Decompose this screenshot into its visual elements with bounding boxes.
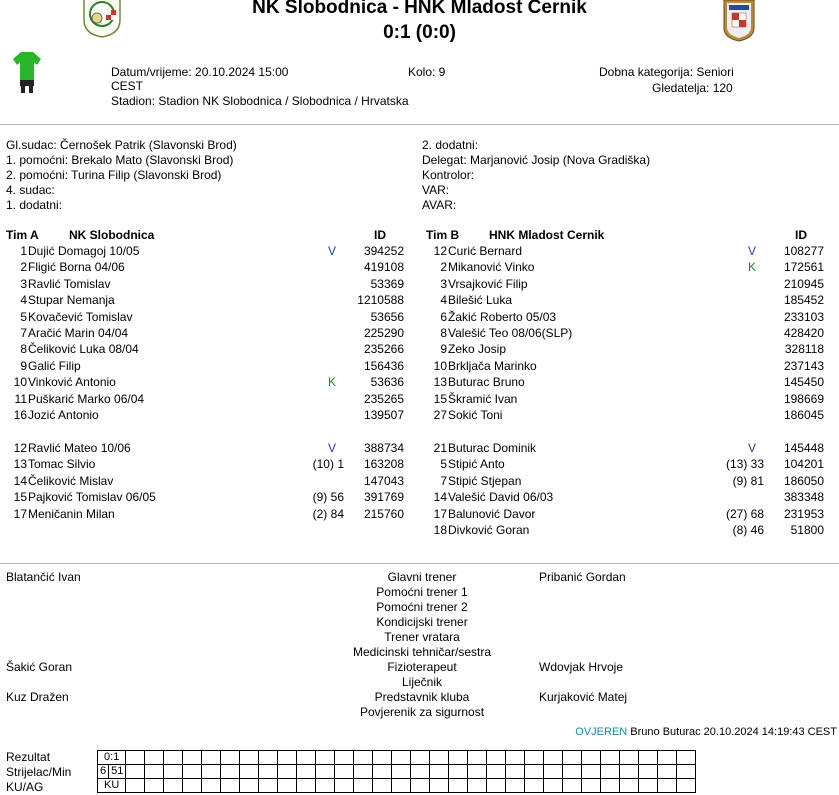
player-id: 428420 (783, 326, 824, 340)
summary-cell (411, 751, 430, 765)
player-name: Buturac Dominik (448, 441, 537, 455)
summary-cell (677, 779, 696, 793)
summary-cell (183, 765, 202, 779)
summary-cell (658, 751, 677, 765)
player-name: Kovačević Tomislav (28, 309, 133, 324)
summary-cell (487, 751, 506, 765)
player-id: 231953 (783, 506, 824, 521)
player-number: 17 (13, 506, 27, 521)
player-id: 53369 (370, 276, 404, 291)
summary-cell (544, 779, 563, 793)
player-id: 53636 (370, 375, 404, 390)
summary-cell (468, 751, 487, 765)
staff-role-label: Trener vratara (384, 630, 460, 644)
player-id: 210945 (783, 276, 824, 291)
staff-role-label: Fizioterapeut (387, 660, 457, 674)
player-name: Mikanović Vinko (448, 260, 535, 275)
player-id: 163208 (363, 457, 404, 472)
player-id: 388734 (363, 441, 404, 455)
match-timezone: CEST (111, 79, 144, 93)
summary-cell (563, 765, 582, 779)
summary-cell (183, 779, 202, 793)
summary-cell (506, 779, 525, 793)
player-number: 1 (20, 244, 27, 258)
player-name: Zeko Josip (448, 342, 507, 357)
player-id: 233103 (783, 309, 824, 324)
summary-cell (582, 751, 601, 765)
player-number: 8 (20, 342, 27, 357)
team-b-label: Tim B (426, 228, 460, 242)
player-id: 172561 (783, 260, 824, 275)
summary-cell (126, 765, 145, 779)
jersey-icon (12, 50, 42, 94)
player-id: 1210588 (357, 293, 404, 308)
player-id: 419108 (363, 260, 404, 275)
summary-cell (145, 751, 164, 765)
summary-cell (259, 751, 278, 765)
player-name: Meničanin Milan (28, 506, 115, 521)
official-entry: 2. pomoćni: Turina Filip (Slavonski Brod) (6, 168, 222, 182)
player-id: 394252 (363, 244, 404, 258)
player-id: 237143 (783, 358, 824, 373)
player-number: 3 (440, 276, 447, 291)
goalkeeper-mark: V (328, 441, 337, 455)
player-id: 104201 (783, 457, 824, 472)
player-name: Balunović Davor (448, 506, 536, 521)
player-name: Stipić Anto (448, 457, 505, 472)
summary-cell (145, 779, 164, 793)
summary-cell (449, 779, 468, 793)
player-name: Stupar Nemanja (28, 293, 115, 308)
summary-cell (620, 765, 639, 779)
summary-cell (582, 765, 601, 779)
summary-cell: 51 (109, 765, 126, 779)
summary-cell (639, 765, 658, 779)
staff-role-label: Medicinski tehničar/sestra (352, 645, 492, 659)
summary-cell (620, 751, 639, 765)
summary-cell (487, 779, 506, 793)
player-name: Jozić Antonio (28, 408, 99, 422)
match-score: 0:1 (0:0) (383, 22, 456, 43)
summary-label-scorer: Strijelac/Min (6, 765, 72, 779)
summary-cell (449, 765, 468, 779)
player-number: 27 (433, 408, 447, 422)
staff-role-label: Glavni trener (387, 570, 457, 584)
match-title: NK Slobodnica - HNK Mladost Cernik (252, 0, 587, 18)
summary-cell (601, 765, 620, 779)
team-b-club-rep: Kurjaković Matej (539, 690, 628, 704)
summary-cell (563, 779, 582, 793)
summary-cell (411, 779, 430, 793)
summary-row (98, 751, 696, 765)
summary-cell (297, 779, 316, 793)
summary-cell (278, 765, 297, 779)
summary-cell (354, 751, 373, 765)
player-id: 108277 (783, 244, 824, 258)
player-id: 186050 (783, 473, 824, 488)
official-entry: 2. dodatni: (422, 138, 479, 152)
official-entry: 4. sudac: (6, 183, 55, 197)
summary-cell (620, 779, 639, 793)
player-id: 186045 (783, 408, 824, 422)
summary-cell (582, 779, 601, 793)
player-number: 5 (20, 309, 27, 324)
match-date: Datum/vrijeme: 20.10.2024 15:00 (111, 65, 289, 79)
goalkeeper-mark: V (748, 441, 757, 455)
match-stadium: Stadion: Stadion NK Slobodnica / Slobodnica / Hrvatska (111, 94, 409, 108)
summary-cell (278, 779, 297, 793)
official-entry: AVAR: (422, 198, 457, 212)
summary-cell (544, 751, 563, 765)
substitution-info: (8) 46 (732, 523, 764, 537)
player-number: 14 (13, 473, 27, 488)
player-name: Bilešić Luka (448, 293, 513, 308)
match-round: Kolo: 9 (408, 65, 446, 79)
summary-cell (240, 779, 259, 793)
summary-cell (506, 765, 525, 779)
summary-cell (639, 779, 658, 793)
summary-cell (316, 765, 335, 779)
player-name: Vinković Antonio (28, 375, 116, 390)
player-id: 225290 (363, 326, 404, 340)
player-id: 391769 (363, 490, 404, 505)
player-number: 2 (20, 260, 27, 275)
player-name: Galić Filip (28, 358, 81, 373)
captain-mark: K (748, 260, 757, 275)
summary-cell (411, 765, 430, 779)
player-name: Curić Bernard (448, 244, 523, 258)
staff-role-label: Povjerenik za sigurnost (359, 705, 485, 719)
player-name: Pajković Tomislav 06/05 (28, 490, 156, 505)
official-entry: 1. pomoćni: Brekalo Mato (Slavonski Brod) (6, 153, 234, 167)
summary-cell (354, 779, 373, 793)
player-id: 198669 (783, 391, 824, 406)
player-number: 8 (440, 326, 447, 340)
player-name: Aračić Marin 04/04 (28, 326, 129, 340)
team-b-name: HNK Mladost Cernik (489, 228, 605, 242)
summary-cell (392, 751, 411, 765)
summary-row (98, 765, 696, 779)
player-id: 147043 (363, 473, 404, 488)
player-number: 9 (20, 358, 27, 373)
summary-cell (164, 779, 183, 793)
summary-cell (392, 779, 411, 793)
summary-cell (373, 779, 392, 793)
player-number: 14 (433, 490, 447, 505)
player-number: 13 (433, 375, 447, 390)
summary-cell (316, 779, 335, 793)
staff-role-label: Pomoćni trener 1 (376, 585, 468, 599)
staff-role-label: Pomoćni trener 2 (376, 600, 468, 614)
team-b-head-coach: Pribanić Gordan (539, 570, 626, 584)
summary-cell (525, 765, 544, 779)
summary-cell (126, 751, 145, 765)
summary-cell (240, 765, 259, 779)
player-name: Sokić Toni (448, 408, 503, 422)
summary-cell (468, 765, 487, 779)
team-a-club-rep: Kuz Dražen (6, 690, 69, 704)
staff-role-label: Predstavnik kluba (374, 690, 470, 704)
summary-cell (221, 779, 240, 793)
substitution-info: (9) 56 (312, 490, 344, 505)
summary-cell (335, 751, 354, 765)
player-id: 53656 (370, 309, 404, 324)
summary-cell (354, 765, 373, 779)
divider (0, 124, 839, 125)
summary-cell (202, 751, 221, 765)
summary-cell: 6 (98, 765, 109, 779)
summary-cell (506, 751, 525, 765)
player-id: 328118 (784, 342, 824, 357)
summary-row (98, 779, 696, 793)
player-name: Buturac Bruno (448, 375, 525, 390)
summary-cell (601, 779, 620, 793)
summary-cell (487, 765, 506, 779)
player-id: 145448 (783, 441, 824, 455)
summary-cell (677, 751, 696, 765)
summary-cell (164, 751, 183, 765)
player-name: Tomac Silvio (28, 457, 96, 472)
goalkeeper-mark: V (748, 244, 757, 258)
verified-status: OVJEREN (575, 726, 628, 738)
summary-cell (373, 751, 392, 765)
summary-cell (183, 751, 202, 765)
verified-by: Bruno Buturac 20.10.2024 14:19:43 CEST (630, 726, 837, 738)
staff-role-label: Liječnik (401, 675, 443, 689)
player-id: 235265 (363, 391, 404, 406)
summary-cell (240, 751, 259, 765)
verification-line (575, 726, 837, 738)
summary-cell (392, 765, 411, 779)
player-number: 12 (433, 244, 447, 258)
summary-cell (297, 765, 316, 779)
summary-cell (259, 779, 278, 793)
official-entry: 1. dodatni: (6, 198, 63, 212)
divider (0, 563, 839, 564)
player-id: 185452 (783, 293, 824, 308)
player-name: Fligić Borna 04/06 (28, 260, 125, 275)
summary-cell (164, 765, 183, 779)
summary-cell (430, 751, 449, 765)
player-name: Brkljača Marinko (448, 358, 537, 373)
official-entry: VAR: (422, 183, 450, 197)
player-name: Žakić Roberto 05/03 (448, 309, 557, 324)
summary-cell (145, 765, 164, 779)
team-a-label: Tim A (6, 228, 39, 242)
player-name: Valešić David 06/03 (448, 490, 554, 505)
player-name: Dujić Domagoj 10/05 (28, 244, 140, 258)
summary-cell (525, 779, 544, 793)
summary-cell (430, 779, 449, 793)
summary-cell (677, 765, 696, 779)
summary-cell (297, 751, 316, 765)
summary-cell (468, 779, 487, 793)
substitution-info: (13) 33 (725, 457, 764, 472)
player-number: 6 (440, 309, 447, 324)
substitution-info: (2) 84 (312, 506, 344, 521)
player-number: 3 (20, 276, 27, 291)
official-entry: Gl.sudac: Černošek Patrik (Slavonski Brod) (6, 138, 237, 152)
summary-label-result: Rezultat (6, 750, 51, 764)
goalkeeper-mark: V (328, 244, 337, 258)
player-name: Škramić Ivan (448, 391, 518, 406)
player-number: 17 (433, 506, 447, 521)
player-name: Valešić Teo 08/06(SLP) (448, 326, 573, 340)
summary-cell (525, 751, 544, 765)
summary-cell (221, 765, 240, 779)
player-name: Vrsajković Filip (448, 276, 528, 291)
player-name: Čeliković Luka 08/04 (28, 342, 139, 357)
summary-cell: 0:1 (98, 751, 126, 765)
player-number: 5 (440, 457, 447, 472)
summary-label-ku: KU/AG (6, 780, 44, 794)
player-name: Puškarić Marko 06/04 (28, 391, 145, 406)
player-number: 4 (20, 293, 27, 308)
substitution-info: (9) 81 (732, 473, 764, 488)
summary-grid (97, 750, 696, 793)
summary-cell (316, 751, 335, 765)
team-a-name: NK Slobodnica (69, 228, 155, 242)
summary-cell (639, 751, 658, 765)
player-number: 15 (433, 391, 447, 406)
player-name: Stipić Stjepan (448, 473, 522, 488)
player-number: 7 (440, 473, 447, 488)
player-number: 7 (20, 326, 27, 340)
player-number: 10 (13, 375, 27, 390)
player-id: 139507 (363, 408, 404, 422)
player-number: 15 (13, 490, 27, 505)
player-name: Čeliković Mislav (28, 473, 114, 488)
player-name: Ravlić Mateo 10/06 (28, 441, 131, 455)
summary-cell (126, 779, 145, 793)
spectators: Gledatelja: 120 (652, 81, 733, 95)
age-category: Dobna kategorija: Seniori (599, 65, 734, 79)
player-number: 21 (433, 441, 447, 455)
player-number: 16 (13, 408, 27, 422)
player-id: 383348 (783, 490, 824, 505)
summary-cell (335, 765, 354, 779)
summary-cell (202, 779, 221, 793)
substitution-info: (10) 1 (312, 457, 344, 472)
summary-cell: KU (98, 779, 126, 793)
player-number: 12 (13, 441, 27, 455)
summary-cell (430, 765, 449, 779)
captain-mark: K (328, 375, 337, 390)
player-name: Ravlić Tomislav (28, 276, 111, 291)
summary-cell (259, 765, 278, 779)
substitution-info: (27) 68 (725, 506, 764, 521)
summary-cell (202, 765, 221, 779)
summary-cell (563, 751, 582, 765)
player-number: 10 (433, 358, 447, 373)
player-number: 2 (440, 260, 447, 275)
team-a-head-coach: Blatančić Ivan (6, 570, 81, 584)
player-number: 11 (14, 391, 27, 406)
summary-cell (449, 751, 468, 765)
player-name: Divković Goran (448, 523, 530, 537)
player-id: 235266 (363, 342, 404, 357)
summary-cell (373, 765, 392, 779)
player-number: 18 (433, 523, 447, 537)
summary-cell (601, 751, 620, 765)
player-number: 13 (13, 457, 27, 472)
team-b-physio: Wdovjak Hrvoje (539, 660, 624, 674)
player-number: 4 (440, 293, 447, 308)
player-id: 215760 (363, 506, 404, 521)
player-number: 9 (440, 342, 447, 357)
summary-cell (544, 765, 563, 779)
summary-cell (658, 765, 677, 779)
staff-role-label: Kondicijski trener (376, 615, 468, 629)
summary-cell (658, 779, 677, 793)
official-entry: Kontrolor: (422, 168, 475, 182)
team-a-id-header: ID (374, 228, 386, 242)
official-entry: Delegat: Marjanović Josip (Nova Gradiška) (422, 153, 651, 167)
team-a-physio: Šakić Goran (6, 660, 73, 674)
player-id: 145450 (783, 375, 824, 390)
player-id: 156436 (363, 358, 404, 373)
team-b-id-header: ID (795, 228, 807, 242)
player-id: 51800 (790, 523, 824, 537)
summary-cell (335, 779, 354, 793)
summary-cell (278, 751, 297, 765)
summary-cell (221, 751, 240, 765)
